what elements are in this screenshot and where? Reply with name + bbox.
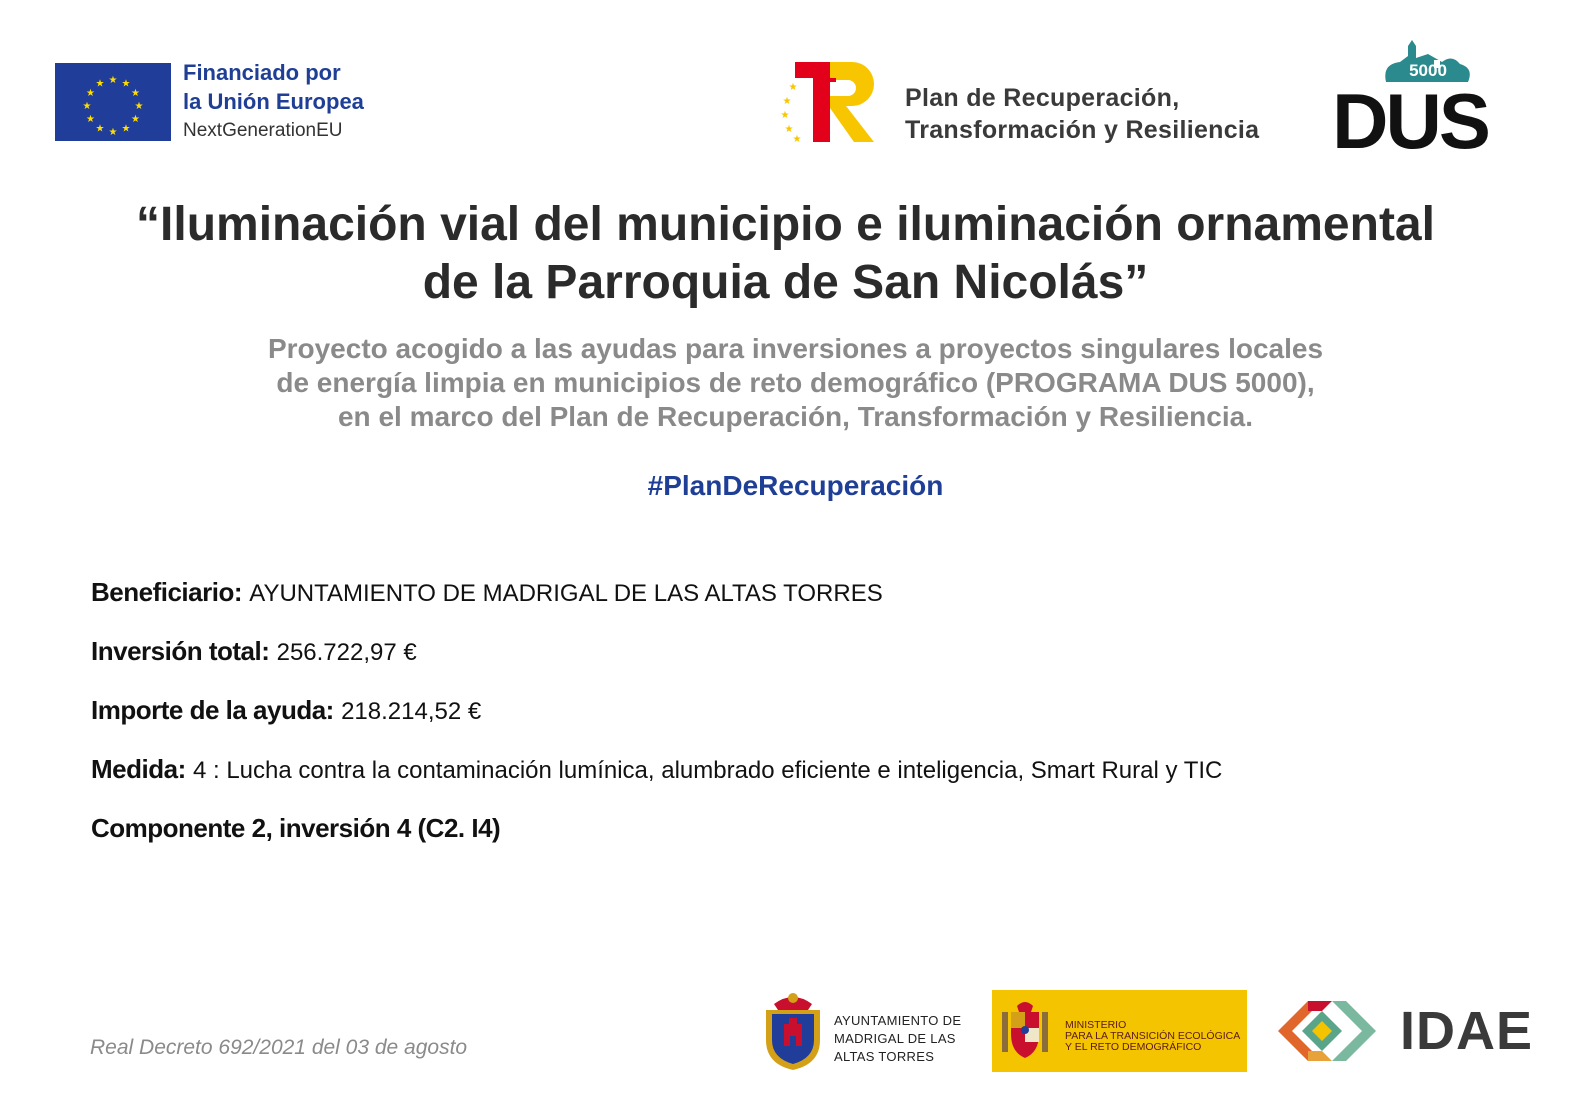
idae-wordmark: IDAE xyxy=(1400,1001,1534,1061)
inversion-label: Inversión total: xyxy=(91,636,270,666)
svg-text:★: ★ xyxy=(131,114,140,125)
svg-text:★: ★ xyxy=(108,75,118,86)
project-title xyxy=(40,196,1531,312)
eu-line-union: la Unión Europea xyxy=(183,89,364,114)
svg-text:★: ★ xyxy=(792,134,802,144)
importe-value: 218.214,52 € xyxy=(341,698,482,725)
svg-text:★: ★ xyxy=(782,96,792,107)
subtitle-line-3: en el marco del Plan de Recuperación, Transformación y Resiliencia. xyxy=(337,401,1253,432)
dus-number: 5000 xyxy=(1409,61,1447,80)
detail-componente: Componente 2, inversión 4 (C2. I4) xyxy=(91,813,501,843)
madrigal-line-3: ALTAS TORRES xyxy=(834,1049,935,1064)
medida-label: Medida: xyxy=(91,754,186,784)
inversion-value: 256.722,97 € xyxy=(276,639,417,666)
spain-coat-of-arms-icon xyxy=(1000,998,1050,1064)
dus-5000-logo xyxy=(1324,32,1496,154)
ministerio-text xyxy=(1065,1020,1245,1053)
ministerio-logo xyxy=(992,990,1247,1072)
eu-funding-text xyxy=(183,58,443,146)
madrigal-text xyxy=(834,1012,984,1066)
detail-beneficiario xyxy=(91,577,883,608)
subtitle-line-2: de energía limpia en municipios de reto demográfico (PROGRAMA DUS 5000), xyxy=(276,367,1315,398)
svg-text:★: ★ xyxy=(82,101,92,112)
svg-text:★: ★ xyxy=(95,78,105,90)
svg-text:★: ★ xyxy=(780,110,790,121)
madrigal-line-1: AYUNTAMIENTO DE xyxy=(834,1013,962,1028)
svg-text:★: ★ xyxy=(86,88,95,99)
madrigal-coat-of-arms-icon xyxy=(760,990,826,1072)
subtitle-line-1: Proyecto acogido a las ayudas para inversiones a proyectos singulares locales xyxy=(267,333,1324,364)
detail-importe xyxy=(91,695,481,726)
project-subtitle xyxy=(150,332,1441,434)
dus-letters: DUS xyxy=(1332,77,1488,154)
prtr-line-1: Plan de Recuperación, xyxy=(905,84,1180,112)
project-title-line-2: de la Parroquia de San Nicolás” xyxy=(422,256,1149,309)
importe-label: Importe de la ayuda: xyxy=(91,695,334,725)
svg-text:★: ★ xyxy=(131,88,140,99)
ministerio-line-1: MINISTERIO xyxy=(1065,1019,1127,1031)
medida-value: 4 : Lucha contra la contaminación lumínica, alumbrado eficiente e inteligencia, Smart Rural y TIC xyxy=(192,757,1223,784)
ministerio-line-2: PARA LA TRANSICIÓN ECOLÓGICA xyxy=(1065,1030,1241,1042)
beneficiario-value: AYUNTAMIENTO DE MADRIGAL DE LAS ALTAS TORRES xyxy=(249,580,883,607)
svg-text:★: ★ xyxy=(784,124,794,135)
eu-line-nextgen: NextGenerationEU xyxy=(183,120,343,141)
svg-text:★: ★ xyxy=(121,78,131,90)
eu-line-financiado: Financiado por xyxy=(183,60,341,85)
svg-text:★: ★ xyxy=(108,127,118,138)
beneficiario-label: Beneficiario: xyxy=(91,577,242,607)
eu-flag-logo xyxy=(55,63,171,141)
svg-text:★: ★ xyxy=(134,101,144,112)
madrigal-line-2: MADRIGAL DE LAS xyxy=(834,1031,956,1046)
svg-text:★: ★ xyxy=(121,123,131,135)
detail-inversion xyxy=(91,636,417,667)
prtr-tr-logo xyxy=(779,60,881,144)
svg-text:★: ★ xyxy=(86,114,95,125)
prtr-line-2: Transformación y Resiliencia xyxy=(905,116,1260,144)
project-title-line-1: “Iluminación vial del municipio e iluminación ornamental xyxy=(136,198,1435,251)
svg-text:★: ★ xyxy=(788,82,798,93)
svg-text:★: ★ xyxy=(95,123,105,135)
idae-logo-icon xyxy=(1270,990,1390,1072)
detail-medida xyxy=(91,754,1222,785)
decree-reference: Real Decreto 692/2021 del 03 de agosto xyxy=(90,1036,468,1059)
ministerio-line-3: Y EL RETO DEMOGRÁFICO xyxy=(1065,1041,1202,1053)
prtr-text xyxy=(905,82,1325,146)
hashtag: #PlanDeRecuperación xyxy=(647,470,944,501)
